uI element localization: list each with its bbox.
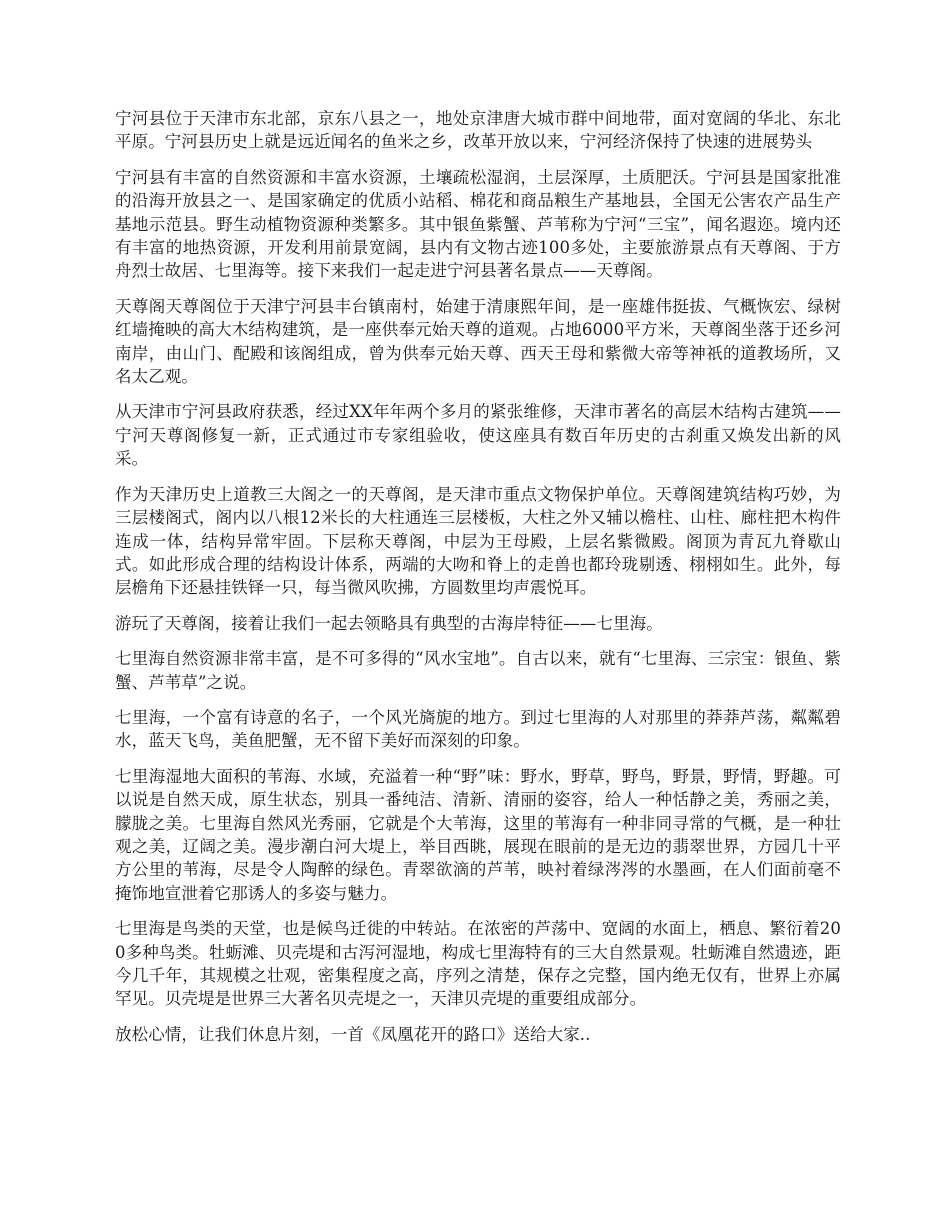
paragraph-intro: 宁河县位于天津市东北部，京东八县之一，地处京津唐大城市群中间地带，面对宽阔的华北、东北平原。宁河县历史上就是远近闻名的鱼米之乡，改革开放以来，宁河经济保持了快速的进展势头 [115,109,841,152]
paragraph-qilihai-birds: 七里海是鸟类的天堂，也是候鸟迁徙的中转站。在浓密的芦荡中、宽阔的水面上，栖息、繁衍着200多种鸟类。牡蛎滩、贝壳堤和古泻河湿地，构成七里海特有的三大自然景观。牡蛎滩自然遗迹，距今几千年，其规模之壮观，密集程度之高，序列之清楚，保存之完整，国内绝无仅有，世界上亦属罕见。贝壳堤是世界三大著名贝壳堤之一，天津贝壳堤的重要组成部分。 [115,919,841,1009]
document-body [115,107,841,1058]
paragraph-resources: 宁河县有丰富的自然资源和丰富水资源，土壤疏松湿润，土层深厚，土质肥沃。宁河县是国家批准的沿海开放县之一、是国家确定的优质小站稻、棉花和商品粮生产基地县，全国无公害农产品生产基地示范县。野生动植物资源种类繁多。其中银鱼紫蟹、芦苇称为宁河“三宝”，闻名遐迩。境内还有丰富的地热资源，开发利用前景宽阔，县内有文物古迹100多处，主要旅游景点有天尊阁、于方舟烈士故居、七里海等。接下来我们一起走进宁河县著名景点——天尊阁。 [115,167,841,281]
paragraph-closing: 放松心情，让我们休息片刻，一首《凤凰花开的路口》送给大家.. [115,1024,591,1044]
paragraph-qilihai-wetland: 七里海湿地大面积的苇海、水域，充溢着一种“野”味：野水，野草，野鸟，野景，野情，野趣。可以说是自然天成，原生状态，别具一番纯洁、清新、清丽的姿容，给人一种恬静之美，秀丽之美，朦胧之美。七里海自然风光秀丽，它就是个大苇海，这里的苇海有一种非同寻常的气概，是一种壮观之美，辽阔之美。漫步潮白河大堤上，举目西眺，展现在眼前的是无边的翡翠世界，方园几十平方公里的苇海，尽是令人陶醉的绿色。青翠欲滴的芦苇，映衬着绿涔涔的水墨画，在人们面前毫不掩饰地宣泄着它那诱人的多姿与魅力。 [115,766,841,903]
paragraph-tianzunge-location: 天尊阁天尊阁位于天津宁河县丰台镇南村，始建于清康熙年间，是一座雄伟挺拔、气概恢宏、绿树红墙掩映的高大木结构建筑，是一座供奉元始天尊的道观。占地6000平方米，天尊阁坐落于还乡河南岸，由山门、配殿和该阁组成，曾为供奉元始天尊、西天王母和紫微大帝等神祇的道教场所，又名太乙观。 [115,296,841,387]
paragraph-qilihai-poetic: 七里海，一个富有诗意的名子，一个风光旖旎的地方。到过七里海的人对那里的莽莽芦荡，粼粼碧水，蓝天飞鸟，美鱼肥蟹，无不留下美好而深刻的印象。 [115,707,841,751]
paragraph-qilihai-resources: 七里海自然资源非常丰富，是不可多得的“风水宝地”。自古以来，就有“七里海、三宗宝：银鱼、紫蟹、芦苇草”之说。 [115,649,841,692]
paragraph-tianzunge-restoration: 从天津市宁河县政府获悉，经过XX年年两个多月的紧张维修，天津市著名的高层木结构古建筑——宁河天尊阁修复一新，正式通过市专家组验收，使这座具有数百年历史的古刹重又焕发出新的风采。 [115,402,841,469]
paragraph-transition-qilihai: 游玩了天尊阁，接着让我们一起去领略具有典型的古海岸特征——七里海。 [115,613,663,633]
paragraph-tianzunge-structure: 作为天津历史上道教三大阁之一的天尊阁，是天津市重点文物保护单位。天尊阁建筑结构巧妙，为三层楼阁式，阁内以八根12米长的大柱通连三层楼板，大柱之外又辅以檐柱、山柱、廊柱把木构件连成一体，结构异常牢固。下层称天尊阁，中层为王母殿，上层名紫微殿。阁顶为青瓦九脊歇山式。如此形成合理的结构设计体系，两端的大吻和脊上的走兽也都玲珑剔透、栩栩如生。此外，每层檐角下还悬挂铁铎一只，每当微风吹拂，方圆数里均声震悦耳。 [115,484,841,598]
